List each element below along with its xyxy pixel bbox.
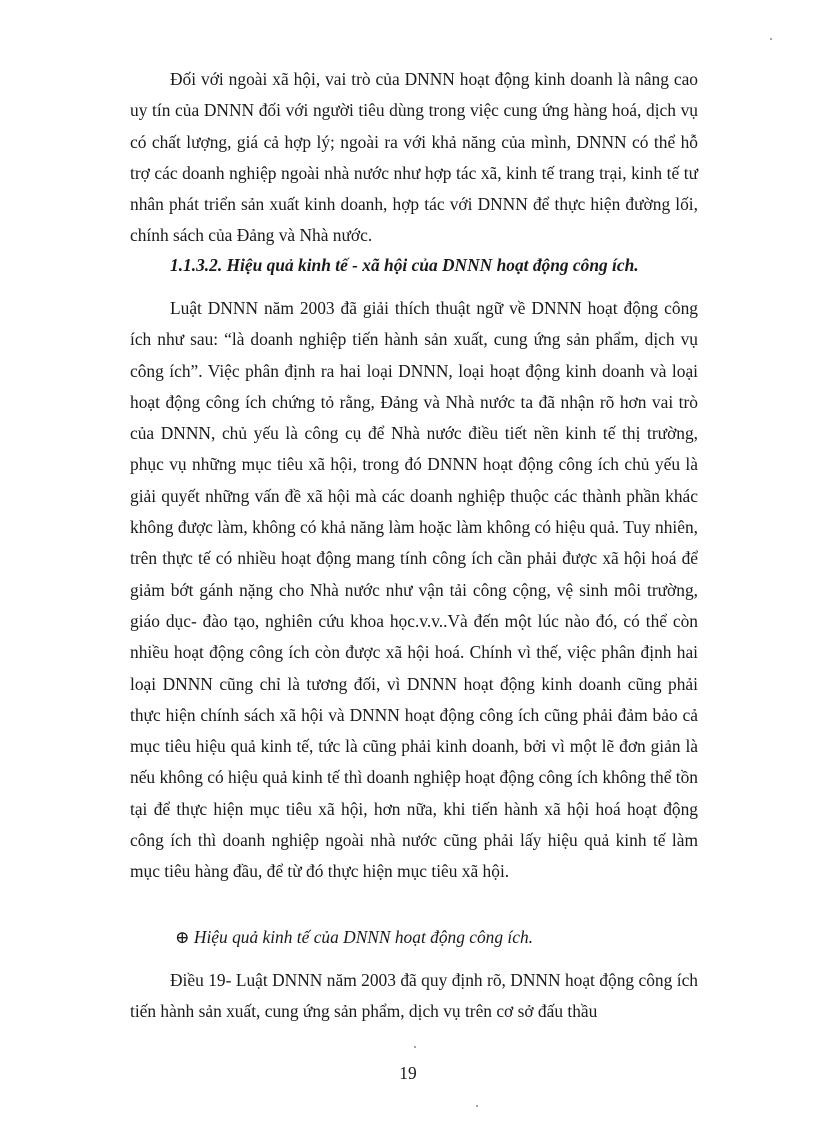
paragraph-article-19: Điều 19- Luật DNNN năm 2003 đã quy định rõ, DNNN hoạt động công ích tiến hành sản xuất, cung ứng sản phẩm, dịch vụ trên cơ sở đấu thầu bbox=[130, 970, 698, 1022]
section-heading: 1.1.3.2. Hiệu quả kinh tế - xã hội của DNNN hoạt động công ích. bbox=[170, 255, 639, 275]
page-number: 19 bbox=[399, 1063, 417, 1083]
subsection-heading: ⊕ Hiệu quả kinh tế của DNNN hoạt động công ích. bbox=[175, 927, 533, 947]
paragraph-public-service-definition: Luật DNNN năm 2003 đã giải thích thuật ngữ về DNNN hoạt động công ích như sau: “là doanh nghiệp tiến hành sản xuất, cung ứng sản phẩm, dịch vụ công ích”. Việc phân định ra hai loại DNNN, loại hoạt động kinh doanh và loại hoạt động công ích chứng tỏ rằng, Đảng và Nhà nước ta đã nhận rõ hơn vai trò của DNNN, chủ yếu là công cụ để Nhà nước điều tiết nền kinh tế thị trường, phục vụ những mục tiêu xã hội, trong đó DNNN hoạt động công ích chủ yếu là giải quyết những vấn đề xã hội mà các doanh nghiệp thuộc các thành phần khác không được làm, không có khả năng làm hoặc làm không có hiệu quả. Tuy nhiên, trên thực tế có nhiều hoạt động mang tính công ích cần phải được xã hội hoá để giảm bớt gánh nặng cho Nhà nước như vận tải công cộng, vệ sinh môi trường, giáo dục- đào tạo, nghiên cứu khoa học.v.v..Và đến một lúc nào đó, có thể còn nhiều hoạt động công ích còn được xã hội hoá. Chính vì thế, việc phân định hai loại DNNN cũng chỉ là tương đối, vì DNNN hoạt động kinh doanh cũng phải thực hiện chính sách xã hội và DNNN hoạt động công ích cũng phải đảm bảo cả mục tiêu hiệu quả kinh tế, tức là cũng phải kinh doanh, bởi vì một lẽ đơn giản là nếu không có hiệu quả kinh tế thì doanh nghiệp hoạt động công ích không thể tồn tại để thực hiện mục tiêu xã hội, hơn nữa, khi tiến hành xã hội hoá hoạt động công ích thì doanh nghiệp ngoài nhà nước cũng phải lấy hiệu quả kinh tế làm mục tiêu hàng đầu, để từ đó thực hiện mục tiêu xã hội. bbox=[130, 298, 698, 882]
paragraph-external-role: Đối với ngoài xã hội, vai trò của DNNN hoạt động kinh doanh là nâng cao uy tín của DNNN đối với người tiêu dùng trong việc cung ứng hàng hoá, dịch vụ có chất lượng, giá cả hợp lý; ngoài ra với khả năng của mình, DNNN có thể hỗ trợ các doanh nghiệp ngoài nhà nước như hợp tác xã, kinh tế trang trại, kinh tế tư nhân phát triển sản xuất kinh doanh, hợp tác với DNNN để thực hiện đường lối, chính sách của Đảng và Nhà nước. bbox=[130, 69, 698, 246]
scan-speck bbox=[476, 1105, 478, 1107]
scan-speck bbox=[414, 1046, 416, 1048]
scan-speck bbox=[770, 38, 772, 40]
